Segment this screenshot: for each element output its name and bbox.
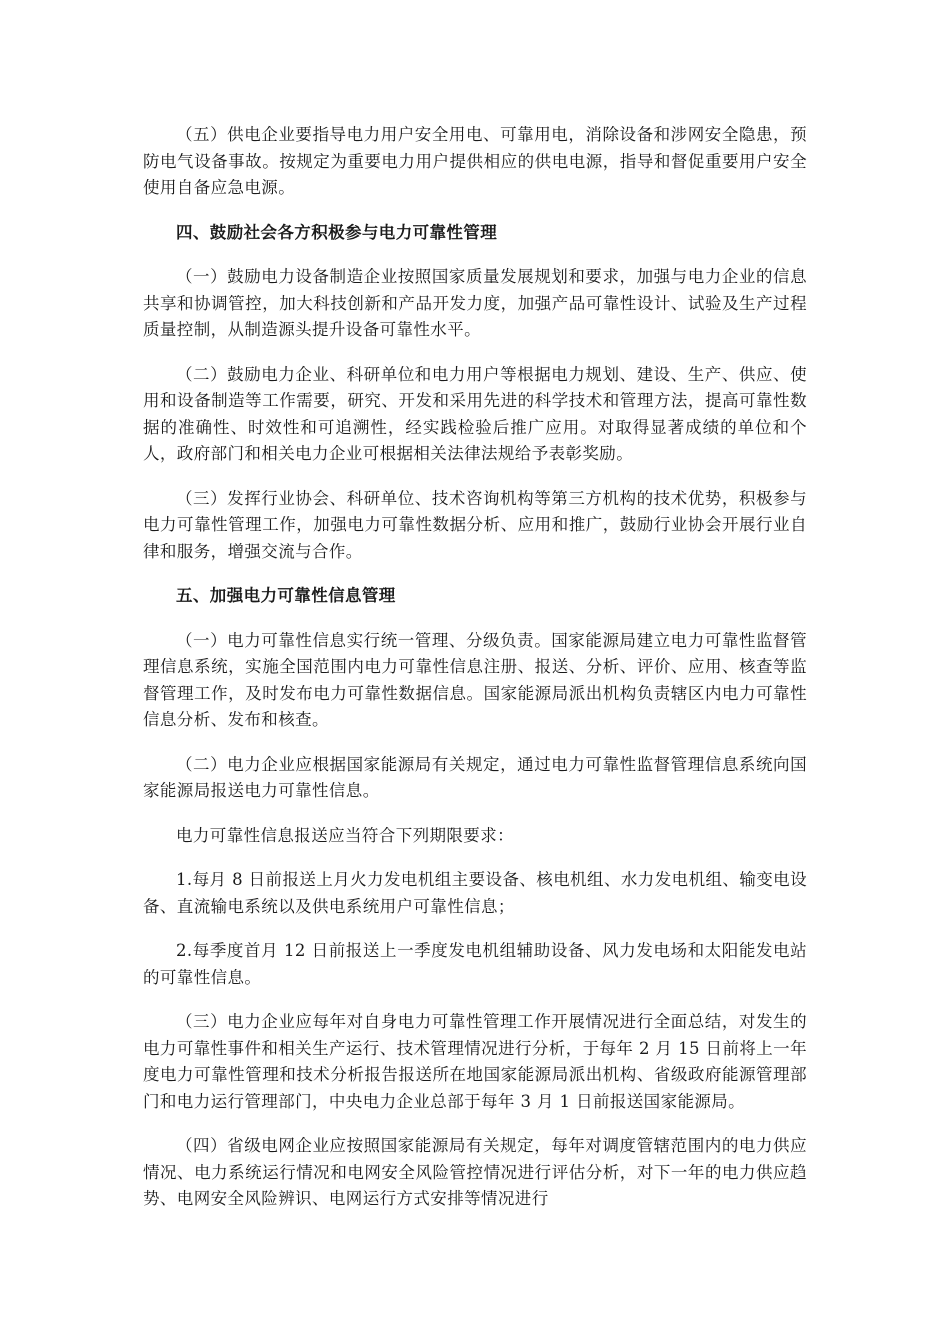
section-heading-4: 四、鼓励社会各方积极参与电力可靠性管理 bbox=[176, 222, 498, 242]
paragraph-4-1: （一）鼓励电力设备制造企业按照国家质量发展规划和要求，加强与电力企业的信息共享和协调管控，加大科技创新和产品开发力度，加强产品可靠性设计、试验及生产过程质量控制，从制造源头提升设备可靠性水平。 bbox=[143, 267, 807, 339]
paragraph-5-3: （三）电力企业应每年对自身电力可靠性管理工作开展情况进行全面总结，对发生的电力可靠性事件和相关生产运行、技术管理情况进行分析，于每年 2 月 15 日前将上一年度电力可靠性管理和技术分析报告报送所在地国家能源局派出机构、省级政府能源管理部门和电力运行管理部门，中央电力企业总部于每年 3 月 1 日前报送国家能源局。 bbox=[143, 1012, 807, 1111]
paragraph-5-2: （二）电力企业应根据国家能源局有关规定，通过电力可靠性监督管理信息系统向国家能源局报送电力可靠性信息。 bbox=[143, 754, 807, 800]
paragraph-5-1: （一）电力可靠性信息实行统一管理、分级负责。国家能源局建立电力可靠性监督管理信息系统，实施全国范围内电力可靠性信息注册、报送、分析、评价、应用、核查等监督管理工作，及时发布电力可靠性数据信息。国家能源局派出机构负责辖区内电力可靠性信息分析、发布和核查。 bbox=[143, 630, 807, 729]
paragraph-deadline-quarterly: 2.每季度首月 12 日前报送上一季度发电机组辅助设备、风力发电场和太阳能发电站的可靠性信息。 bbox=[143, 941, 807, 987]
paragraph-deadline-monthly: 1.每月 8 日前报送上月火力发电机组主要设备、核电机组、水力发电机组、输变电设备、直流输电系统以及供电系统用户可靠性信息； bbox=[143, 870, 807, 916]
paragraph-5-supply-guidance: （五）供电企业要指导电力用户安全用电、可靠用电，消除设备和涉网安全隐患，预防电气设备事故。按规定为重要电力用户提供相应的供电电源，指导和督促重要用户安全使用自备应急电源。 bbox=[143, 125, 807, 197]
document-body bbox=[143, 122, 807, 1231]
paragraph-4-2: （二）鼓励电力企业、科研单位和电力用户等根据电力规划、建设、生产、供应、使用和设备制造等工作需要，研究、开发和采用先进的科学技术和管理方法，提高可靠性数据的准确性、时效性和可追溯性，经实践检验后推广应用。对取得显著成绩的单位和个人，政府部门和相关电力企业可根据相关法律法规给予表彰奖励。 bbox=[143, 364, 807, 463]
paragraph-deadline-intro: 电力可靠性信息报送应当符合下列期限要求： bbox=[176, 825, 514, 845]
paragraph-4-3: （三）发挥行业协会、科研单位、技术咨询机构等第三方机构的技术优势，积极参与电力可靠性管理工作，加强电力可靠性数据分析、应用和推广，鼓励行业协会开展行业自律和服务，增强交流与合作。 bbox=[143, 488, 807, 561]
paragraph-5-4: （四）省级电网企业应按照国家能源局有关规定，每年对调度管辖范围内的电力供应情况、电力系统运行情况和电网安全风险管控情况进行评估分析，对下一年的电力供应趋势、电网安全风险辨识、电网运行方式安排等情况进行 bbox=[143, 1136, 807, 1208]
section-heading-5: 五、加强电力可靠性信息管理 bbox=[176, 586, 396, 605]
